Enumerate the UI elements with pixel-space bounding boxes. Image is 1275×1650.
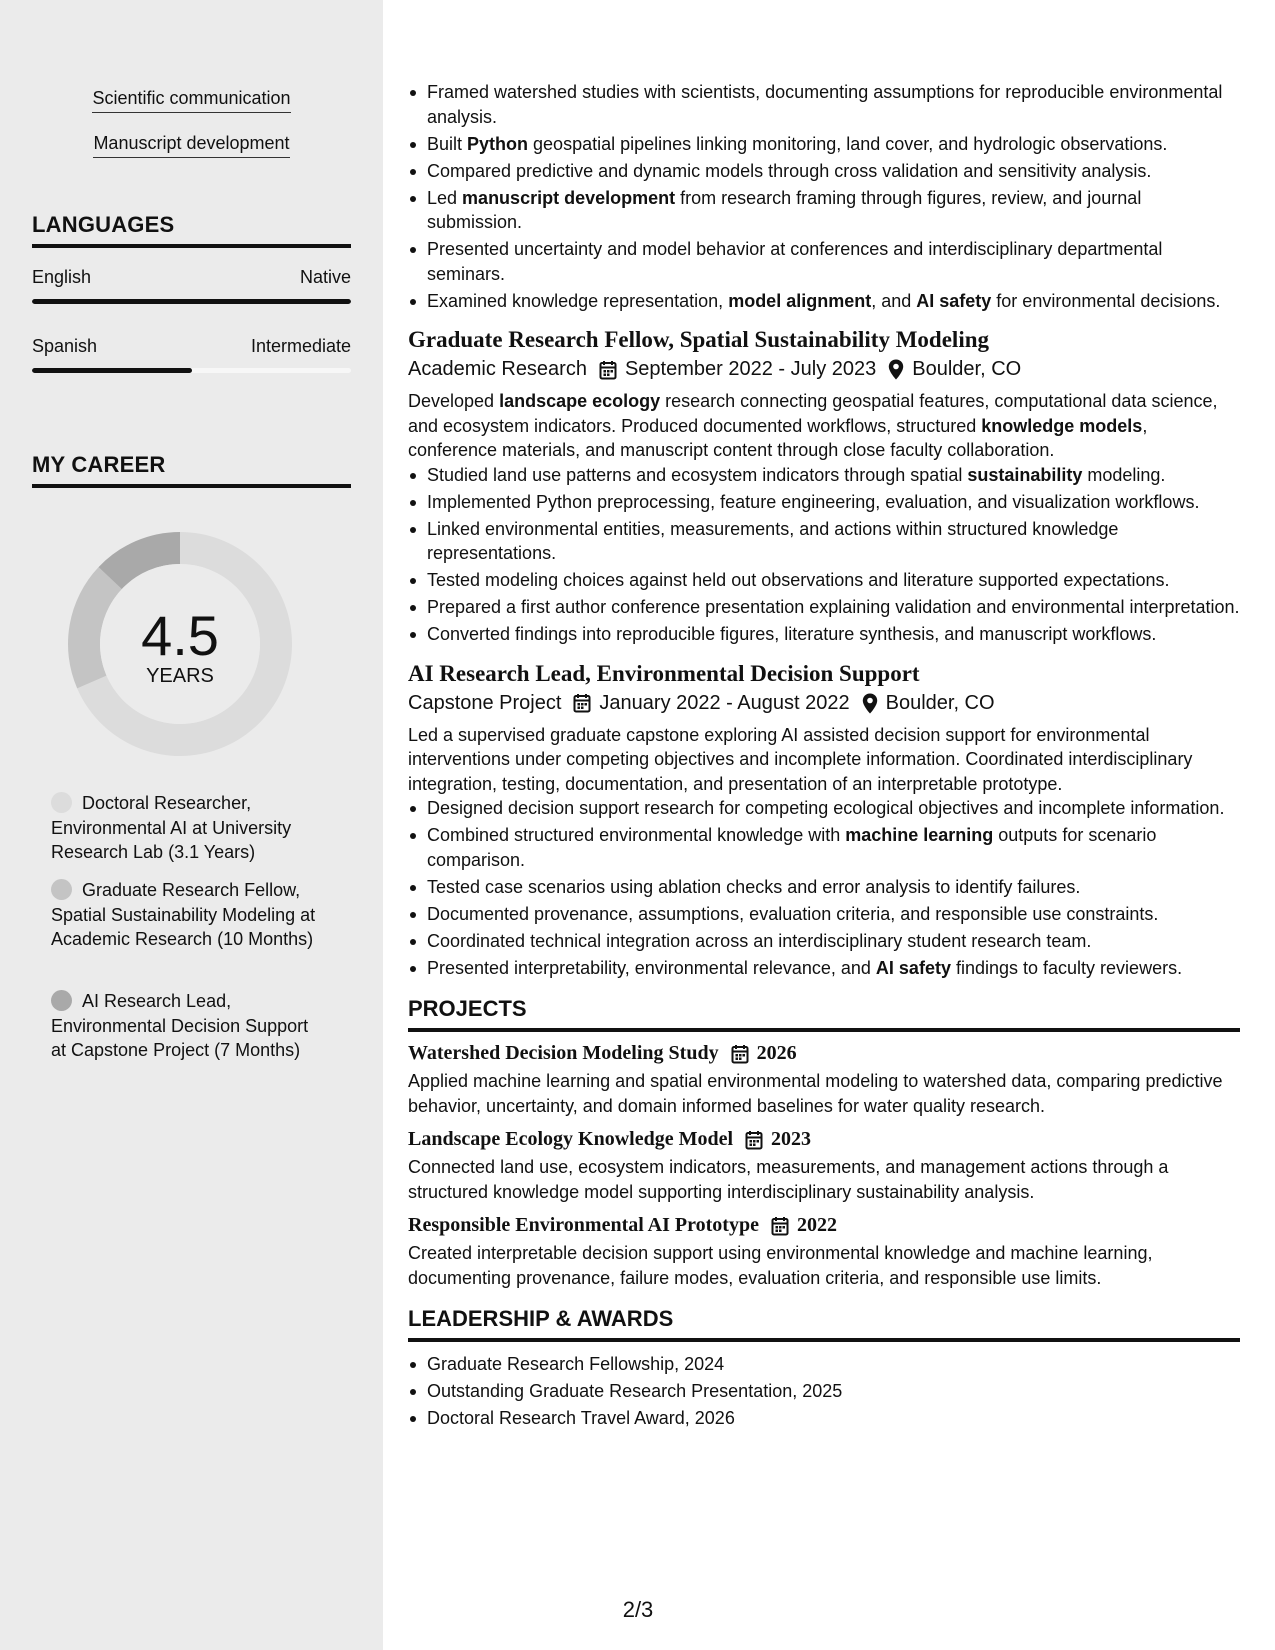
job-description: Developed landscape ecology research connecting geospatial features, computational data science, and ecosystem indicators. Produced documented workflows, structured knowledge models, conference materials, and manuscript content through close faculty collaboration. [408, 391, 1218, 460]
job-dates: January 2022 - August 2022 [599, 691, 850, 714]
language-proficiency-fill [32, 299, 351, 304]
calendar-icon [731, 1044, 749, 1064]
career-legend-item: AI Research Lead, Environmental Decision Support at Capstone Project (7 Months) [51, 991, 309, 1060]
location-pin-icon [888, 359, 904, 380]
language-row [32, 267, 351, 288]
language-level: Intermediate [250, 336, 351, 356]
language-proficiency-fill [32, 368, 192, 373]
list-item: Tested modeling choices against held out observations and literature supported expectations. [408, 568, 1240, 593]
experience-bullet-list [408, 80, 1240, 313]
project-description: Applied machine learning and spatial environmental modeling to watershed data, comparing predictive behavior, uncertainty, and domain informed baselines for water quality research. [408, 1071, 1223, 1116]
language-name: Spanish [32, 336, 98, 356]
project-title: Watershed Decision Modeling Study [408, 1042, 719, 1064]
project-year: 2026 [756, 1042, 797, 1064]
list-item: Implemented Python preprocessing, feature engineering, evaluation, and visualization workflows. [408, 490, 1240, 515]
calendar-icon [573, 693, 591, 713]
job-location: Boulder, CO [885, 691, 995, 714]
list-item: Studied land use patterns and ecosystem indicators through spatial sustainability modeling. [408, 463, 1240, 488]
list-item: Compared predictive and dynamic models through cross validation and sensitivity analysis. [408, 159, 1240, 184]
list-item: Presented interpretability, environmental relevance, and AI safety findings to faculty reviewers. [408, 956, 1240, 981]
project-title: Landscape Ecology Knowledge Model [408, 1128, 734, 1150]
calendar-icon [599, 360, 617, 380]
job-bullet-list [408, 796, 1240, 980]
list-item: Doctoral Research Travel Award, 2026 [408, 1406, 1240, 1431]
project-description: Connected land use, ecosystem indicators, measurements, and management actions through a structured knowledge model supporting interdisciplinary sustainability analysis. [408, 1157, 1169, 1202]
project-title: Responsible Environmental AI Prototype [408, 1214, 759, 1236]
list-item: Converted findings into reproducible figures, literature synthesis, and manuscript workflows. [408, 622, 1240, 647]
career-heading: MY CAREER [32, 452, 351, 488]
career-total-number: 4.5 [141, 604, 219, 667]
legend-dot [51, 990, 72, 1011]
job-organization: Academic Research [408, 358, 587, 380]
projects-heading: PROJECTS [408, 996, 1240, 1032]
page-number: 2/3 [622, 1597, 654, 1622]
project-entry [408, 1042, 1240, 1118]
career-legend-item: Doctoral Researcher, Environmental AI at University Research Lab (3.1 Years) [51, 793, 292, 862]
calendar-icon [745, 1130, 763, 1150]
list-item: Presented uncertainty and model behavior at conferences and interdisciplinary departmental seminars. [408, 237, 1240, 286]
location-pin-icon [862, 693, 878, 714]
career-total-unit: YEARS [146, 665, 214, 687]
language-proficiency-bar [32, 299, 351, 304]
main-content [408, 0, 1240, 1650]
job-entry [408, 327, 1240, 647]
job-title: Graduate Research Fellow, Spatial Sustainability Modeling [408, 327, 989, 352]
list-item: Graduate Research Fellowship, 2024 [408, 1352, 1240, 1377]
legend-dot [51, 879, 72, 900]
list-item: Combined structured environmental knowledge with machine learning outputs for scenario comparison. [408, 823, 1240, 872]
calendar-icon [771, 1216, 789, 1236]
sidebar [0, 0, 383, 1650]
job-description: Led a supervised graduate capstone exploring AI assisted decision support for environmental interventions under competing objectives and incomplete information. Coordinated interdisciplinary integration, testing, documentation, and presentation of an interpretable prototype. [408, 724, 1193, 794]
language-proficiency-bar [32, 368, 351, 373]
project-description: Created interpretable decision support using environmental knowledge and machine learning, documenting provenance, failure modes, evaluation criteria, and responsible use limits. [408, 1243, 1153, 1288]
list-item: Prepared a first author conference presentation explaining validation and environmental interpretation. [408, 595, 1240, 620]
list-item: Led manuscript development from research framing through figures, review, and journal submission. [408, 186, 1240, 235]
project-title-row [408, 1128, 1240, 1151]
list-item: Designed decision support research for competing ecological objectives and incomplete information. [408, 796, 1240, 821]
project-title-row [408, 1214, 1240, 1237]
language-row [32, 336, 351, 357]
list-item: Examined knowledge representation, model alignment, and AI safety for environmental decisions. [408, 289, 1240, 314]
list-item: Tested case scenarios using ablation checks and error analysis to identify failures. [408, 875, 1240, 900]
legend-dot [51, 792, 72, 813]
job-entry [408, 661, 1240, 981]
job-meta [408, 358, 1240, 381]
list-item: Linked environmental entities, measurements, and actions within structured knowledge representations. [408, 517, 1240, 566]
awards-list [408, 1352, 1240, 1431]
skill-tag: Scientific communication [0, 88, 383, 113]
project-entry [408, 1214, 1240, 1290]
job-organization: Capstone Project [408, 691, 562, 714]
languages-heading: LANGUAGES [32, 212, 351, 248]
project-entry [408, 1128, 1240, 1204]
list-item: Framed watershed studies with scientists, documenting assumptions for reproducible environmental analysis. [408, 80, 1240, 129]
list-item: Documented provenance, assumptions, evaluation criteria, and responsible use constraints. [408, 902, 1240, 927]
project-title-row [408, 1042, 1240, 1065]
career-legend-item: Graduate Research Fellow, Spatial Sustainability Modeling at Academic Research (10 Months) [51, 880, 316, 949]
job-location: Boulder, CO [912, 358, 1022, 380]
list-item: Coordinated technical integration across an interdisciplinary student research team. [408, 929, 1240, 954]
project-year: 2023 [771, 1128, 812, 1150]
project-year: 2022 [796, 1214, 837, 1236]
skill-tag: Manuscript development [0, 133, 383, 158]
job-bullet-list [408, 463, 1240, 647]
awards-heading: LEADERSHIP & AWARDS [408, 1306, 1240, 1342]
list-item: Outstanding Graduate Research Presentation, 2025 [408, 1379, 1240, 1404]
language-level: Native [299, 267, 351, 287]
list-item: Built Python geospatial pipelines linking monitoring, land cover, and hydrologic observations. [408, 132, 1240, 157]
language-name: English [32, 267, 92, 287]
job-meta [408, 692, 1240, 715]
job-dates: September 2022 - July 2023 [624, 358, 877, 380]
job-title: AI Research Lead, Environmental Decision Support [408, 660, 920, 686]
